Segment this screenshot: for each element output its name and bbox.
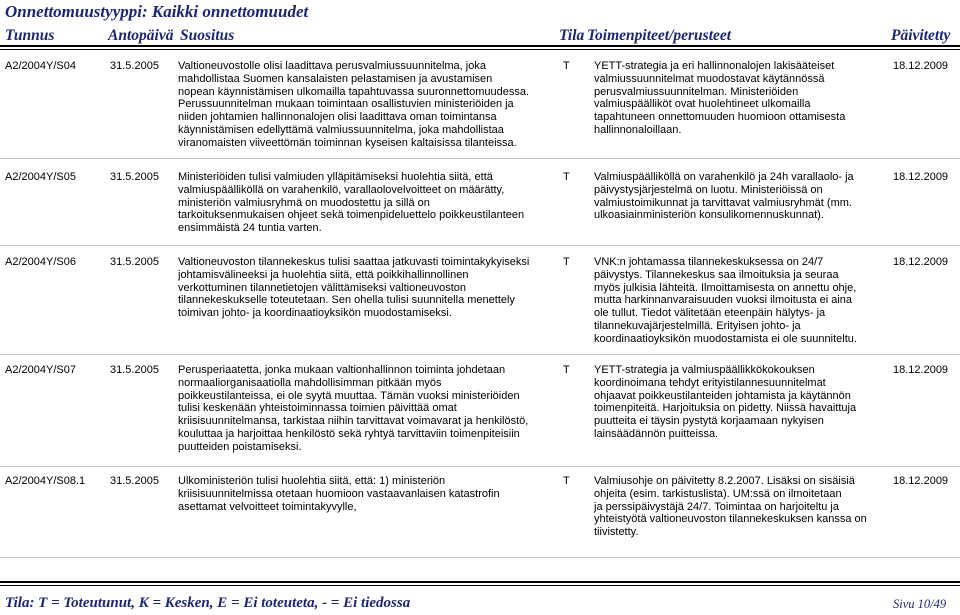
- updated-date: 18.12.2009: [893, 256, 949, 268]
- recommendation-line: Perussuunnitelman mukaan toimintaan osallistuvien ministeriöiden ja: [178, 98, 514, 111]
- recommendation-line: Valtioneuvostolle olisi laadittava perusvalmiussuunnitelma, joka: [178, 60, 486, 72]
- measure-line: tilannekuvajärjestelmillä. Erityisen johto- ja: [594, 319, 801, 332]
- status-code: T: [563, 171, 570, 183]
- header-recommendation: Suositus: [180, 27, 235, 44]
- measures-text: [594, 60, 845, 137]
- header-rule-thick: [0, 45, 960, 47]
- recommendation-text: [178, 60, 529, 150]
- measures-text: [594, 364, 856, 441]
- recommendation-text: [178, 171, 524, 235]
- measure-line: tapahtuneen onnettomuuden huomioon ottamisesta: [594, 111, 846, 124]
- recommendation-id: A2/2004Y/S06: [5, 256, 76, 268]
- recommendation-line: puutteiden poistamiseksi.: [178, 440, 302, 453]
- status-code: T: [563, 256, 570, 268]
- issue-date: 31.5.2005: [110, 364, 159, 376]
- row-separator: [0, 354, 960, 355]
- row-separator: [0, 557, 960, 558]
- recommendation-id: A2/2004Y/S05: [5, 171, 76, 183]
- recommendation-line: tarkoituksenmukaisen ohjeet sekä toimenpideluettelo poikkeustilanteen: [178, 209, 525, 222]
- footer-rule-thick: [0, 581, 960, 583]
- recommendation-line: johtamisvälineeksi ja huolehtia siitä, että poikkihallinnollinen: [178, 268, 469, 281]
- table-row: [0, 364, 960, 464]
- status-legend: Tila: T = Toteutunut, K = Kesken, E = Ei toteuteta, - = Ei tiedossa: [5, 595, 411, 611]
- measure-line: perusvalmiussuunnitelman. Ministeriöiden: [594, 85, 799, 98]
- recommendation-text: [178, 364, 528, 454]
- issue-date: 31.5.2005: [110, 256, 159, 268]
- header-id: Tunnus: [5, 27, 55, 44]
- table-row: [0, 475, 960, 575]
- recommendation-line: kriisisuunnitelmissa otetaan huomioon vastaavanlaisen katastrofin: [178, 487, 500, 500]
- measure-line: YETT-strategia ja eri hallinnonalojen lakisääteiset: [594, 60, 835, 72]
- row-separator: [0, 245, 960, 246]
- measure-line: lainsäädännön puitteissa.: [594, 427, 719, 440]
- measure-line: valmiuspäälliköt ovat huolehtineet ulkomailla: [594, 98, 811, 111]
- measure-line: ulkoasiainministeriön konsulikomennuskunnat).: [594, 209, 824, 222]
- header-measures: Toimenpiteet/perusteet: [587, 27, 732, 44]
- recommendation-line: ministeriön valmiusryhmä on muodostettu ja sillä on: [178, 196, 430, 209]
- recommendation-line: käynnistämisen edellyttämä valmiussuunnitelma, joka mahdollistaa: [178, 123, 504, 136]
- measure-line: koordinoimana tehdyt erityistilannesuunnitelmat: [594, 376, 826, 389]
- page-number: Sivu 10/49: [893, 597, 947, 611]
- measure-line: ole tullut. Tiedot välitetään eteenpäin hälytys- ja: [594, 307, 826, 320]
- measure-line: mutta harkinnanvaraisuuden vuoksi ilmoitusta ei aina: [594, 294, 853, 307]
- issue-date: 31.5.2005: [110, 171, 159, 183]
- recommendation-text: [178, 256, 529, 320]
- header-updated: Päivitetty: [891, 27, 951, 44]
- measures-text: [594, 171, 854, 222]
- recommendation-line: toimivan johto- ja koordinaatioyksikön muodostamiseksi.: [178, 307, 452, 320]
- row-separator: [0, 466, 960, 467]
- recommendation-line: ensimmäistä 24 tuntia varten.: [178, 222, 322, 235]
- recommendation-line: tilannekeskukselle toteutetaan. Sen ohella tulisi suunnitella menettely: [178, 294, 515, 307]
- measures-text: [594, 475, 867, 539]
- measure-line: YETT-strategia ja valmiuspäällikkökokouksen: [594, 364, 815, 376]
- measures-text: [594, 256, 857, 346]
- status-code: T: [563, 60, 570, 72]
- measure-line: hallinnonaloillaan.: [594, 123, 682, 136]
- recommendation-line: kouluttaa ja harjoittaa henkilöstö sekä ryhtyä tarvittaviin toimenpiteisiin: [178, 427, 520, 440]
- recommendation-line: normaaliorganisaatiolla mahdollisimman pitkään myös: [178, 376, 442, 389]
- header-rule-thin: [0, 49, 960, 50]
- measure-line: ohjaavat poikkeustilanteiden johtamista ja käytännön: [594, 389, 851, 402]
- updated-date: 18.12.2009: [893, 475, 949, 487]
- measure-line: puutteita ei täysin pystytä korjaamaan nykyisen: [594, 415, 824, 428]
- recommendation-line: Perusperiaatetta, jonka mukaan valtionhallinnon toiminta johdetaan: [178, 364, 506, 376]
- status-code: T: [563, 364, 570, 376]
- updated-date: 18.12.2009: [893, 171, 949, 183]
- recommendation-line: tulisi keskenään yhteistoiminnassa toimien päivittää omat: [178, 402, 457, 415]
- recommendation-line: Valtioneuvoston tilannekeskus tulisi saattaa jatkuvasti toimintakykyiseksi: [178, 256, 530, 268]
- row-separator: [0, 158, 960, 159]
- measure-line: päivystys. Tilannekeskus saa ilmoituksia ja seuraa: [594, 268, 839, 281]
- header-status: Tila: [559, 27, 585, 44]
- recommendation-line: verkottuminen tilannetietojen välittämiseksi valtioneuvoston: [178, 281, 466, 294]
- recommendation-line: Ulkoministeriön tulisi huolehtia siitä, että: 1) ministeriön: [178, 475, 446, 487]
- measure-line: valmiussuunnitelmat muodostavat käytännössä: [594, 72, 825, 85]
- measure-line: valmiustoimikunnat ja tarvittavat valmiusryhmät (mm.: [594, 196, 852, 209]
- measure-line: Valmiuspäälliköllä on varahenkilö ja 24h varallaolo- ja: [594, 171, 854, 183]
- updated-date: 18.12.2009: [893, 60, 949, 72]
- measure-line: yhteistyötä valtioneuvoston tilannekeskuksen kanssa on: [594, 513, 867, 526]
- measure-line: VNK:n johtamassa tilannekeskuksessa on 24/7: [594, 256, 824, 268]
- page-title: Onnettomuustyyppi: Kaikki onnettomuudet: [5, 2, 309, 21]
- recommendation-id: A2/2004Y/S07: [5, 364, 76, 376]
- measure-line: ja perssipäivystäjä 24/7. Toimintaa on harjoiteltu ja: [594, 500, 839, 513]
- table-row: [0, 60, 960, 160]
- recommendation-line: valmiuspäälliköllä on varahenkilö, varallaolovelvoitteet on määrätty,: [178, 183, 505, 196]
- recommendation-line: viranomaisten viiveettömän toiminnan kyseisen kaltaisissa tilanteissa.: [178, 136, 517, 149]
- recommendation-id: A2/2004Y/S08.1: [5, 475, 86, 487]
- footer-rule-thin: [0, 585, 960, 586]
- recommendation-line: mahdollistaa Suomen kansalaisten pelastamisen ja avustamisen: [178, 72, 493, 85]
- status-code: T: [563, 475, 570, 487]
- updated-date: 18.12.2009: [893, 364, 949, 376]
- recommendation-line: niiden johtamien hallinnonalojen olisi laadittava oman toimintansa: [178, 111, 497, 124]
- measure-line: koordinaatioyksikön muodostamista ei ole suunniteltu.: [594, 332, 857, 345]
- recommendation-text: [178, 475, 500, 513]
- recommendation-id: A2/2004Y/S04: [5, 60, 76, 72]
- measure-line: tiivistetty.: [594, 526, 639, 539]
- measure-line: myös julkisia lähteitä. Ilmoittamisesta on annettu ohje,: [594, 281, 857, 294]
- issue-date: 31.5.2005: [110, 60, 159, 72]
- header-date: Antopäivä: [108, 27, 174, 44]
- table-row: [0, 256, 960, 356]
- recommendation-line: kriisisuunnitelmansa, tarkistaa niihin tarvittavat voimavarat ja henkilöstö,: [178, 415, 529, 428]
- recommendation-line: nopean käynnistämisen ulkomailla tapahtuvassa suuronnettomuudessa.: [178, 85, 529, 98]
- measure-line: Valmiusohje on päivitetty 8.2.2007. Lisäksi on sisäisiä: [594, 475, 855, 487]
- recommendation-line: poikkeustilanteissa, ei ole syytä muuttaa. Tämän vuoksi ministeriöiden: [178, 389, 520, 402]
- measure-line: ohjeita (esim. tarkistuslista). UM:ssä on ilmoitetaan: [594, 487, 842, 500]
- measure-line: toimenpiteitä. Harjoituksia on pidetty. Niissä havaittuja: [594, 402, 857, 415]
- measure-line: päivystysjärjestelmä on luotu. Ministeriöissä on: [594, 183, 823, 196]
- recommendation-line: Ministeriöiden tulisi valmiuden ylläpitämiseksi huolehtia siitä, että: [178, 171, 493, 183]
- recommendation-line: asettamat velvoitteet toimintakyvylle,: [178, 500, 357, 513]
- issue-date: 31.5.2005: [110, 475, 159, 487]
